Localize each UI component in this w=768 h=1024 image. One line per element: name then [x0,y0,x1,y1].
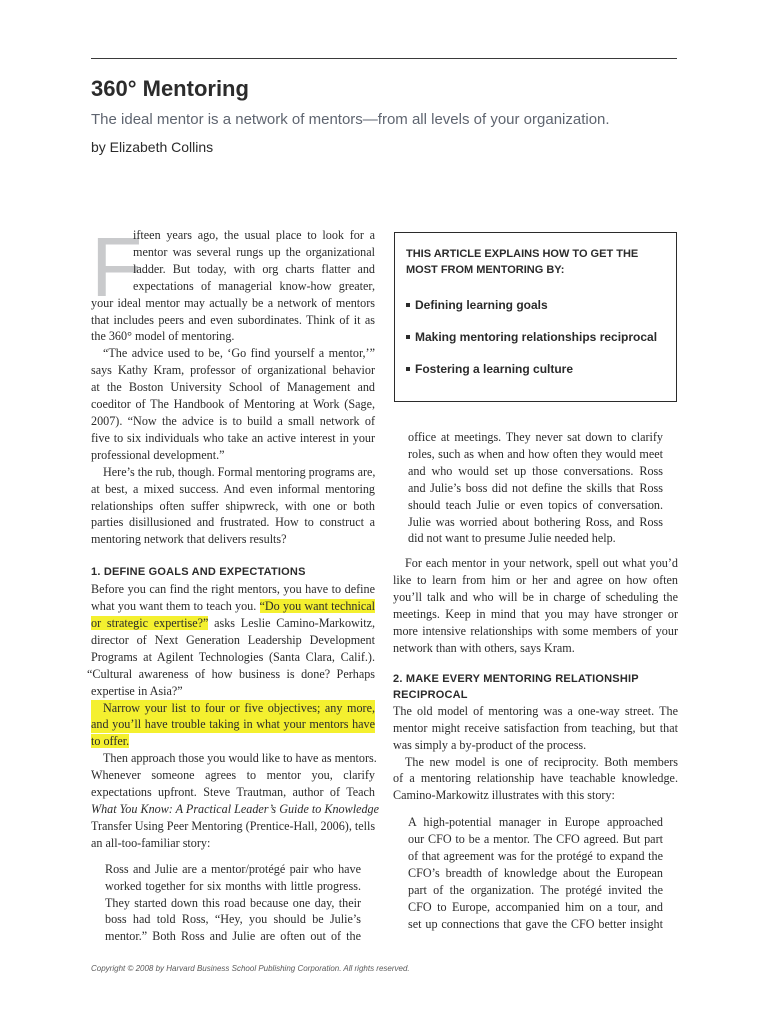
story-block [91,861,361,946]
highlighted-quote: or strategic expertise?” [91,616,209,631]
new-model-paragraph [393,754,678,805]
text-line: Whenever someone agrees to mentor you, clarify [91,768,375,783]
article-byline: by Elizabeth Collins [91,139,214,155]
rub-paragraph [91,464,375,549]
text-line: parties disillusioned and frustrated. How to construct a [91,515,375,530]
article-title: 360° Mentoring [91,76,249,101]
left-column [87,220,380,945]
text-line: director of Next Generation Leadership Development [91,632,375,647]
text-line: the 360° model of mentoring. [91,329,235,344]
text-line: like to learn from him or her and agree on how often [393,573,678,588]
text-line: Here’s the rub, though. Formal mentoring programs are, [103,464,376,479]
text-line: that includes peers and even subordinates. Think of it as [91,312,375,327]
highlighted-text: to offer. [91,734,130,749]
text-line: and Julie’s boss did not define the skills that Ross [408,480,663,495]
text-line: an all-too-familiar story: [91,835,211,850]
highlighted-line: and you’ll have trouble taking in what your mentors have [91,717,375,732]
copyright-footer: Copyright © 2008 by Harvard Business School Publishing Corporation. All rights reserved. [91,964,410,973]
text-line: CFO’s breadth of knowledge about the European [408,865,663,880]
text-run: asks Leslie Camino-Markowitz, [208,616,376,631]
text-line: The old model of mentoring was a one-way street. The [393,703,678,718]
text-line: was simply a by-product of the process. [393,737,587,752]
text-line: expertise in Asia?” [91,683,183,698]
text-line: boss had told Ross, “Hey, you should be Julie’s [105,912,361,927]
kram-paragraph [91,345,375,463]
text-line: at best, a mixed success. And even informal mentoring [91,481,375,496]
each-mentor-paragraph [393,555,678,656]
text-line [91,598,375,615]
text-line: relationships often suffer shipwreck, with one or both [91,498,375,513]
text-line: For each mentor in your network, spell out what you’d [405,556,678,571]
text-line: CFO to Europe, accompanied him on a tour, and [408,899,663,914]
drop-cap: F [91,220,143,314]
approach-paragraph [91,750,380,851]
text-line: you’ll talk and who will be in charge of scheduling the [393,590,678,605]
bullet-icon [406,367,410,371]
top-rule [91,58,677,59]
summary-item [406,362,573,376]
section-1-heading: 1. DEFINE GOALS AND EXPECTATIONS [91,566,306,579]
text-line: Julie was worried about bothering Ross, and Ross [408,514,663,529]
summary-item-label: Fostering a learning culture [415,362,574,376]
text-line: Ross and Julie are a mentor/protégé pair who have [105,861,361,876]
text-line: set up connections that gave the CFO better insight [408,916,663,931]
text-line: of a mentoring relationship have teachable knowledge. [393,771,678,786]
text-line [91,615,375,632]
text-line: Before you can find the right mentors, you have to define [91,582,375,597]
intro-paragraph [91,220,375,345]
text-line: our CFO to be a mentor. The CFO agreed. But part [408,832,663,847]
bullet-icon [406,303,410,307]
text-line: “Cultural awareness of how business is done? Perhaps [87,666,375,681]
text-line: worked together for six months with little progress. [105,878,361,893]
text-line: Transfer Using Peer Mentoring (Prentice-Hall, 2006), tells [91,818,376,833]
text-line: meetings. Keep in mind that you may have stronger or [393,607,678,622]
text-line: and who would set up those conversations. Ross [408,463,663,478]
old-model-paragraph [393,703,678,754]
text-line: mentor.” Both Ross and Julie are often out of the [105,929,361,944]
text-line: ladder. But today, with org charts flatter and [133,261,375,276]
highlighted-line [91,733,375,750]
text-line: more intensive relationships with some members of your [393,623,678,638]
heading-line: RECIPROCAL [393,688,468,701]
text-line: What You Know: A Practical Leader’s Guide to Knowledge [91,802,380,816]
text-line: expectations of managerial know-how greater, [133,278,375,293]
cfo-story-block [393,814,663,932]
text-line: ifteen years ago, the usual place to look for a [133,228,375,242]
summary-box-heading: THIS ARTICLE EXPLAINS HOW TO GET THE MOST FROM MENTORING BY: [406,248,639,276]
text-line: of that agreement was for the protégé to expand the [408,849,663,864]
summary-item [406,298,548,312]
section-1-paragraph [87,581,376,699]
highlighted-quote: “Do you want technical [259,599,375,614]
text-line: They started down this road because one day, their [105,895,361,910]
bullet-icon [406,335,410,339]
text-line: Programs at Agilent Technologies (Santa Clara, Calif.). [91,649,375,664]
section-2-heading [393,671,678,703]
text-line: mentoring network that delivers results? [91,532,287,547]
text-line: Camino-Markowitz illustrates with this story: [393,788,615,803]
text-line: five to six individuals who take an active interest in your [91,430,375,445]
text-line: “The advice used to be, ‘Go find yourself a mentor,’” [103,346,375,361]
text-line: at the Boston University School of Management and [91,380,375,395]
text-line: should teach Julie or even topics of conversation. [408,497,663,512]
article-subtitle: The ideal mentor is a network of mentors—from all levels of your organization. [91,111,610,128]
text-line: coeditor of The Handbook of Mentoring at Work (Sage, [91,397,375,412]
highlighted-line: Narrow your list to four or five objectives; any more, [91,700,375,717]
summary-item-label: Making mentoring relationships reciprocal [415,330,658,344]
right-column [393,429,678,933]
text-line: roles, such as when and how often they would meet [408,446,663,461]
text-line: expectations upfront. Steve Trautman, author of Teach [91,785,375,800]
text-line: did not want to presume Julie needed help. [408,531,616,546]
story-continuation-block [393,429,663,547]
summary-item-label: Defining learning goals [415,298,548,312]
text-line: professional development.” [91,447,225,462]
text-line: mentor was several rungs up the organizational [133,244,375,259]
text-line: mentor might receive satisfaction from teaching, but that [393,720,678,735]
text-line: 2007). “Now the advice is to build a small network of [91,413,375,428]
article-summary-box [394,232,677,402]
heading-line: 2. MAKE EVERY MENTORING RELATIONSHIP [393,672,639,685]
text-line: your ideal mentor may actually be a network of mentors [91,295,375,310]
text-line: part of the organization. The protégé invited the [408,882,663,897]
text-line: Then approach those you would like to have as mentors. [103,751,377,766]
text-run: what you want them to teach you. [91,599,260,614]
summary-item [406,330,657,344]
text-line: office at meetings. They never sat down to clarify [408,430,663,444]
text-line: The new model is one of reciprocity. Both members [405,754,678,769]
text-line: says Kathy Kram, professor of organizational behavior [91,363,375,378]
highlighted-paragraph [91,700,375,751]
text-line: A high-potential manager in Europe approached [408,815,663,830]
text-line: network than with others, says Kram. [393,640,575,655]
